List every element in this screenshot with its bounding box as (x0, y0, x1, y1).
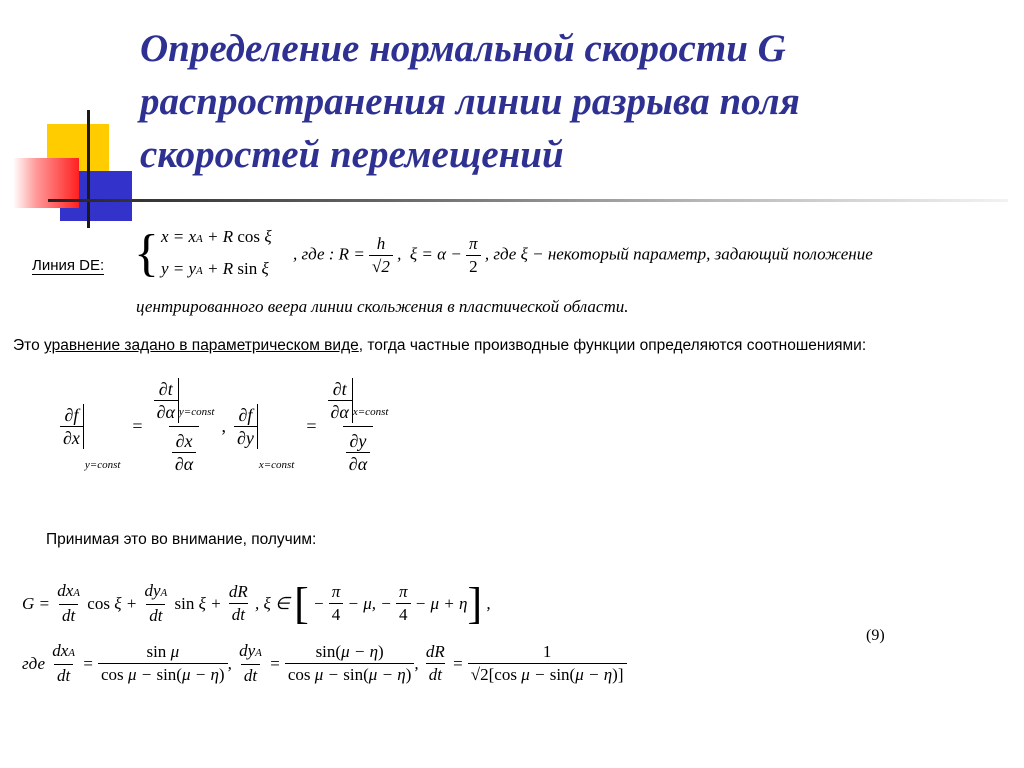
frac-sin-mu-eta: sin(μ − η) cos μ − sin(μ − η) (285, 641, 415, 686)
decor-horizontal-rule (48, 199, 1008, 202)
ratio-dt-dalpha-over-dy-dalpha: ∂t ∂α x=const $\frac{\partial y}{\partial\alpha}$ (325, 378, 392, 475)
frac-pi-over-4-b: π 4 (396, 581, 411, 626)
system-brace: { (134, 225, 159, 282)
df-dy: ∂f ∂y (234, 404, 258, 449)
partial-derivatives-formula: ∂f ∂x y=const = ∂t ∂α y=const $\frac{\partial x}{\partial\alpha}$ , ∂f ∂y x=const = ∂t ∂α x=const $\frac{\partial y}{\partial\alpha}$ (60, 378, 391, 475)
frac-dyA-dt-2: dyA dt (239, 641, 262, 685)
parameter-description-cont-text: центрированного веера линии скольжения в пластической области. (136, 297, 629, 316)
parameter-description-cont (136, 297, 629, 317)
title-line-1: Определение нормальной скорости G (140, 27, 786, 70)
para-underlined: уравнение задано в параметрическом виде (44, 337, 359, 354)
equation-number-text: (9) (866, 627, 885, 644)
taking-into-account-text (46, 531, 316, 549)
frac-dR-dt-2: dR dt (425, 642, 445, 684)
parametric-eq-x: x = xA + R cos ξ (160, 227, 272, 246)
equation-number (866, 627, 885, 645)
df-dx: ∂f ∂x (60, 404, 84, 449)
parameter-description: некоторый параметр, задающий положение (547, 244, 873, 264)
parametric-eq-y: y = yA + R sin ξ (160, 259, 269, 278)
frac-dxA-dt-2: dxA dt (52, 641, 76, 685)
where-word-2: где (22, 653, 45, 673)
line-de-label (32, 258, 104, 275)
frac-pi-over-4-a: π 4 (329, 581, 344, 626)
where-word-1: где (301, 244, 325, 264)
slide-title (140, 22, 1000, 181)
title-line-2: распространения линии разрыва поля (140, 80, 800, 123)
frac-sin-mu: sin μ cos μ − sin(μ − η) (98, 641, 228, 686)
g-equation: G = dxA dt cos ξ + dyA dt sin ξ + dR dt , ξ ∈ [ − π 4 − μ, − π 4 − μ + η ] , (22, 578, 491, 628)
frac-dyA-dt: dyA dt (144, 581, 168, 625)
ratio-dt-dalpha-over-dx-dalpha: ∂t ∂α y=const $\frac{\partial x}{\partial\alpha}$ (151, 378, 218, 475)
parameter-where-clause: , где : R = $\frac{h}{√2}$ , ξ = α − $\frac{\pi}{2}$ , где ξ − некоторый параметр, задающий положение (293, 234, 873, 276)
parametric-system (134, 222, 272, 286)
taking-into-account-label: Принимая это во внимание, получим: (46, 531, 317, 548)
para-suffix: , тогда частные производные функции определяются соотношениями: (358, 337, 867, 354)
frac-one-over-sqrt2: 1 √2[cos μ − sin(μ − η)] (468, 641, 627, 686)
frac-dR-dt: dR dt (228, 582, 248, 624)
line-de-label-text: Линия DE: (32, 257, 105, 274)
derivatives-paragraph (13, 337, 866, 355)
decor-vertical-line (87, 110, 90, 228)
fraction-pi-over-2: $\frac{\pi}{2}$ (466, 233, 481, 278)
para-prefix: Это (13, 337, 44, 354)
fraction-h-over-sqrt2: $\frac{h}{√2}$ (369, 233, 393, 278)
derivatives-where-clause: где dxA dt = sin μ cos μ − sin(μ − η) , dyA dt = sin(μ − η) cos μ − sin(μ − η) , dR dt = 1 √2[cos μ − sin(μ − η)] (22, 640, 627, 687)
title-line-3: скоростей перемещений (140, 133, 564, 176)
frac-dxA-dt: dxA dt (57, 581, 81, 625)
